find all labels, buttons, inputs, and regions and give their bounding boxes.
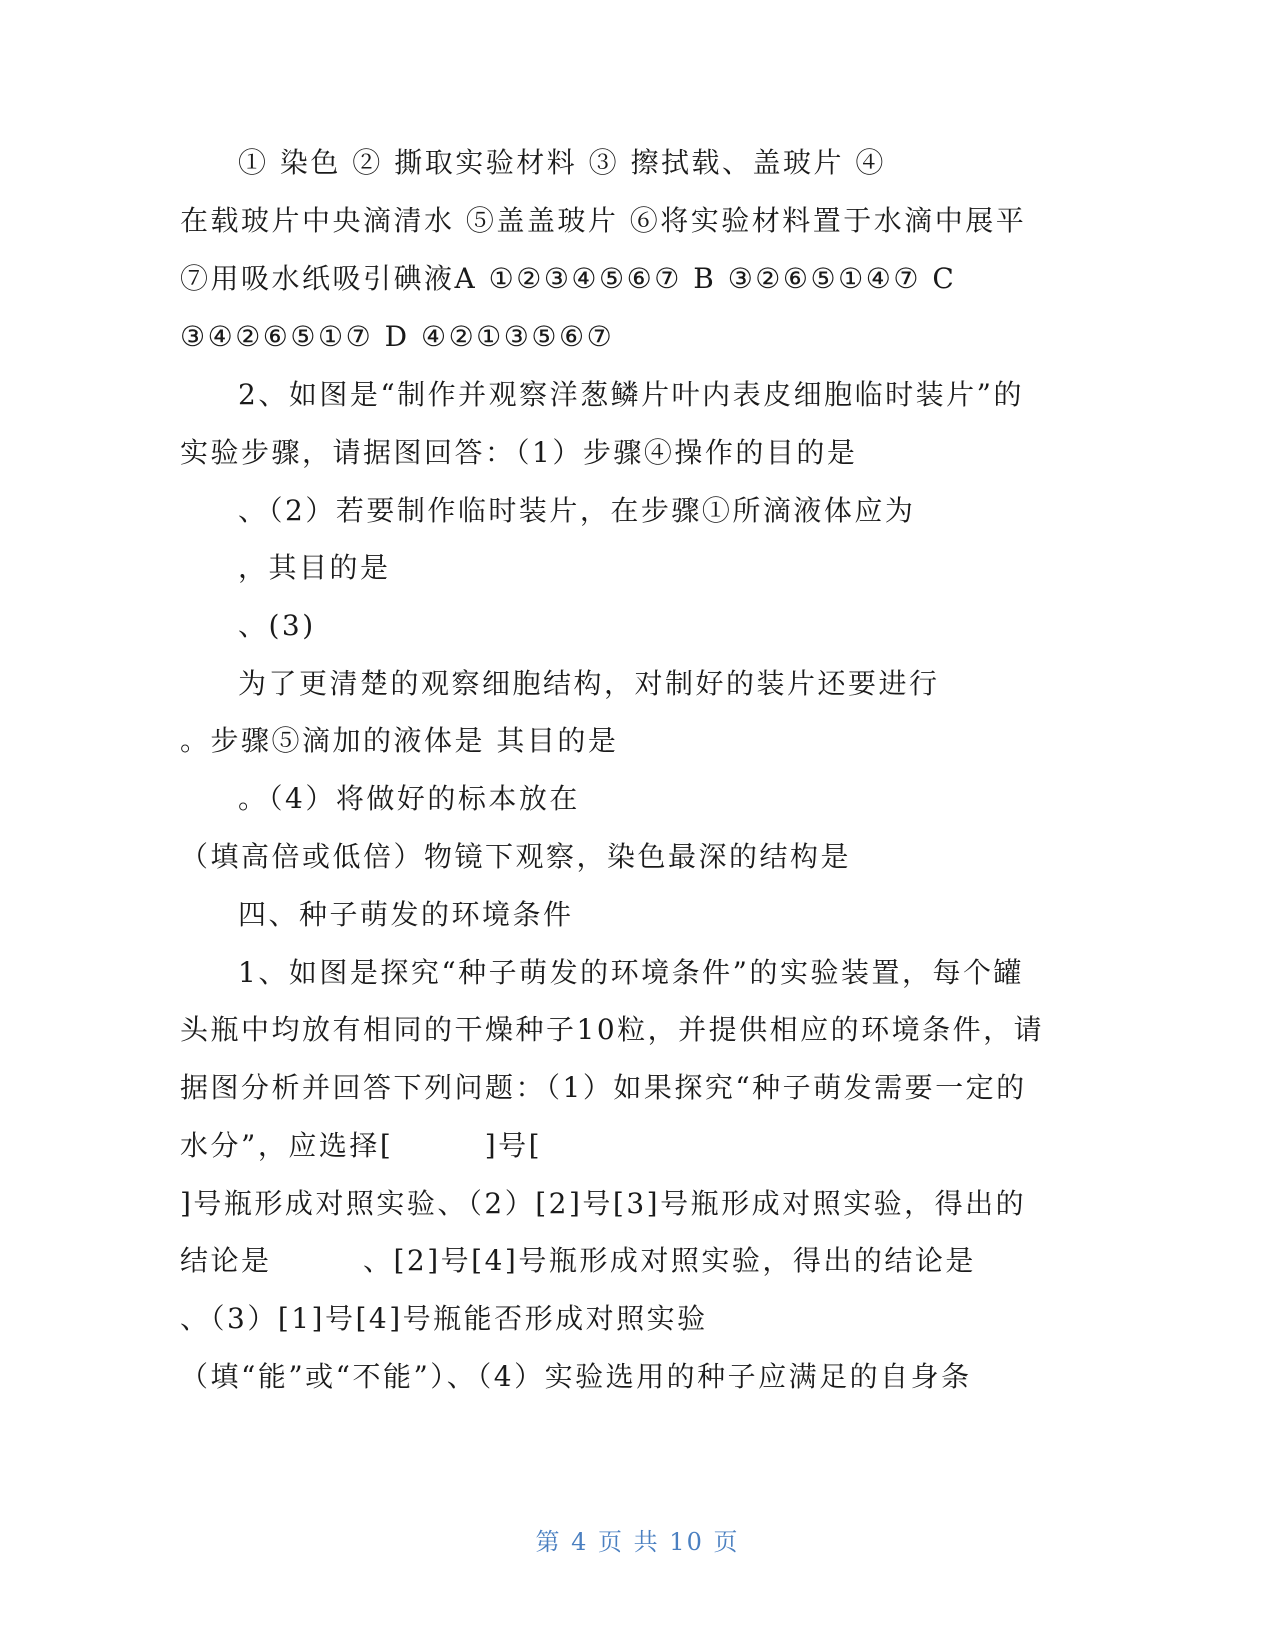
page-number-footer: 第 4 页 共 10 页 [535, 1528, 740, 1556]
text-line-5: 2、如图是“制作并观察洋葱鳞片叶内表皮细胞临时装片”的 [238, 378, 1024, 411]
text-line-6: 实验步骤，请据图回答：（1）步骤④操作的目的是 [180, 436, 858, 469]
section-heading: 四、种子萌发的环境条件 [238, 898, 574, 931]
text-line-21: 、（3）[1]号[4]号瓶能否形成对照实验 [180, 1302, 708, 1335]
text-line-10: 为了更清楚的观察细胞结构，对制好的装片还要进行 [238, 667, 940, 700]
text-line-13: （填高倍或低倍）物镜下观察，染色最深的结构是 [180, 840, 852, 873]
text-line-4: ③④②⑥⑤①⑦ D ④②①③⑤⑥⑦ [180, 320, 615, 353]
text-line-8: ，其目的是 [238, 551, 391, 584]
text-line-22: （填“能”或“不能”）、（4）实验选用的种子应满足的自身条 [180, 1360, 972, 1393]
text-line-7: 、（2）若要制作临时装片，在步骤①所滴液体应为 [238, 494, 916, 527]
text-line-2: 在载玻片中央滴清水 ⑤盖盖玻片 ⑥将实验材料置于水滴中展平 [180, 204, 1027, 237]
text-line-11: 。步骤⑤滴加的液体是 其目的是 [180, 724, 619, 757]
text-line-17: 据图分析并回答下列问题：（1）如果探究“种子萌发需要一定的 [180, 1071, 1027, 1104]
text-line-18: 水分”，应选择[ ]号[ [180, 1129, 543, 1162]
text-line-12: 。（4）将做好的标本放在 [238, 782, 580, 815]
text-line-20: 结论是 、[2]号[4]号瓶形成对照实验，得出的结论是 [180, 1244, 976, 1277]
text-line-3: ⑦用吸水纸吸引碘液A ①②③④⑤⑥⑦ B ③②⑥⑤①④⑦ C [180, 262, 957, 295]
text-line-19: ]号瓶形成对照实验、（2）[2]号[3]号瓶形成对照实验，得出的 [180, 1187, 1027, 1220]
text-line-15: 1、如图是探究“种子萌发的环境条件”的实验装置，每个罐 [238, 956, 1024, 989]
text-line-1: ① 染色 ② 撕取实验材料 ③ 擦拭载、盖玻片 ④ [238, 146, 886, 179]
text-line-16: 头瓶中均放有相同的干燥种子10粒，并提供相应的环境条件，请 [180, 1013, 1045, 1046]
text-line-9: 、(3) [238, 609, 316, 642]
